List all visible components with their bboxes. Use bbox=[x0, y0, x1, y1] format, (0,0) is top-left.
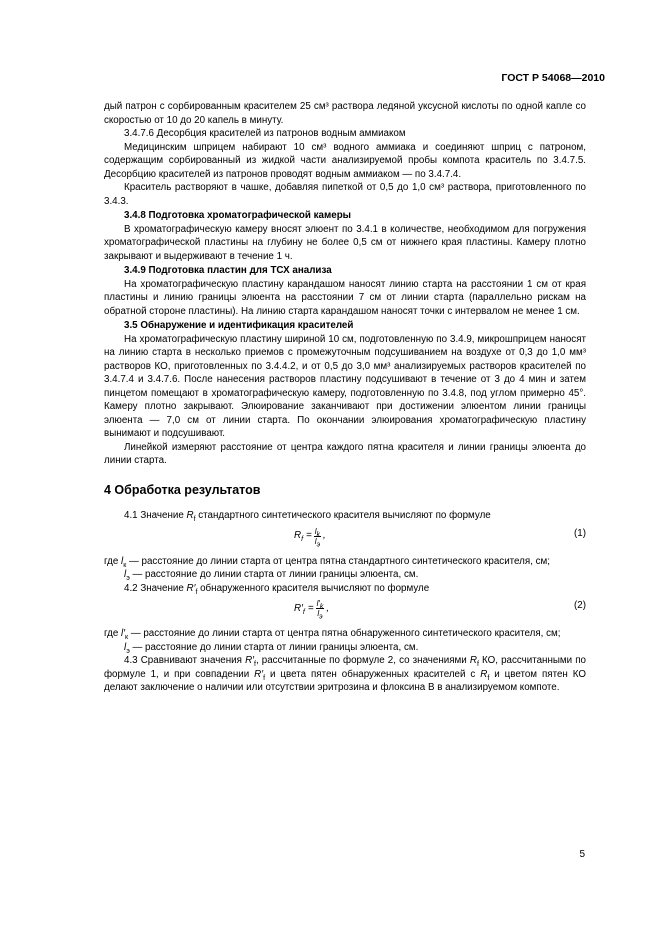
section-heading: 3.4.9 Подготовка пластин для ТСХ анализа bbox=[124, 265, 332, 276]
formula-2: $R'_f$ = $\frac{l'_k}{l_э}$ , (2) bbox=[294, 599, 586, 621]
paragraph: Медицинским шприцем набирают 10 см³ водного аммиака и соединяют шприц с патроном, содержащим сорбированный из жидкой части анализируемой пробы компота краситель по 3.4.7.5. Десорбцию красителей из патронов проводят водным аммиаком — по 3.4.7.4. bbox=[104, 141, 586, 180]
paragraph: На хроматографическую пластину карандашом наносят линию старта на расстоянии 1 см от края пластины и линию границы элюента на расстоянии 7 см от линии старта (параллельно рискам на обратной стороне пластины). На линию старта карандашом наносят точки с интервалом не менее 1 см. bbox=[104, 278, 586, 317]
definition: где $l_к$ — расстояние до линии старта от центра пятна стандартного синтетического красителя, см; bbox=[104, 555, 550, 569]
paragraph: В хроматографическую камеру вносят элюент по 3.4.1 в количестве, необходимом для погружения хроматографической пластины на глубину не более 0,5 см от нижнего края пластины. Камеру плотно закрывают и выдерживают в течение 1 ч. bbox=[104, 223, 586, 262]
page-body bbox=[104, 100, 586, 695]
formula-1: $R_f$ = $\frac{l_k}{l_э}$ , (1) bbox=[294, 526, 586, 549]
section-heading: 3.5 Обнаружение и идентификация красителей bbox=[124, 320, 354, 331]
equation-number: (2) bbox=[574, 600, 586, 611]
definition: $l_э$ — расстояние до линии старта от линии границы элюента, см. bbox=[124, 641, 419, 655]
page-number: 5 bbox=[579, 849, 585, 860]
paragraph: Краситель растворяют в чашке, добавляя пипеткой от 0,5 до 1,0 см³ раствора, приготовленного по 3.4.3. bbox=[104, 182, 586, 207]
paragraph-4-2: 4.2 Значение $R'_f$ обнаруженного красителя вычисляют по формуле bbox=[124, 582, 430, 596]
document-header: ГОСТ Р 54068—2010 bbox=[501, 72, 605, 84]
paragraph: На хроматографическую пластину шириной 10 см, подготовленную по 3.4.9, микрошприцем наносят на линию старта в несколько приемов с промежуточным подсушиванием на воздухе от 0,3 до 1,0 мм³ растворов КО, приготовленных по 3.4.4.2, и от 0,5 до 3,0 мм³ анализируемых растворов красителей по 3.4.7.4 и 3.4.7.6. После нанесения растворов пластину подсушивают в течение от 3 до 4 мин и затем пинцетом помещают в хроматографическую камеру, подготовленную по 3.4.8, под углом примерно 45°. Камеру плотно закрывают. Элюирование заканчивают при достижении элюентом линии границы элюента — 7,0 см от линии старта. По окончании элюирования хроматографическую пластину вынимают и подсушивают. bbox=[104, 333, 586, 439]
equation-number: (1) bbox=[574, 527, 586, 539]
subsection-title: 3.4.7.6 Десорбция красителей из патронов водным аммиаком bbox=[124, 128, 406, 139]
paragraph: Линейкой измеряют расстояние от центра каждого пятна красителя и линии границы элюента до линии старта. bbox=[104, 441, 586, 466]
chapter-title: 4 Обработка результатов bbox=[104, 482, 261, 497]
paragraph: дый патрон с сорбированным красителем 25 см³ раствора ледяной уксусной кислоты по одной капле со скоростью от 10 до 20 капель в минуту. bbox=[104, 101, 586, 126]
paragraph-4-1: 4.1 Значение $R_f$ стандартного синтетического красителя вычисляют по формуле bbox=[124, 510, 491, 523]
definition: где $l'_к$ — расстояние до линии старта от центра пятна обнаруженного синтетического красителя, см; bbox=[104, 628, 561, 641]
section-heading: 3.4.8 Подготовка хроматографической камеры bbox=[124, 210, 352, 221]
definition: $l_э$ — расстояние до линии старта от линии границы элюента, см. bbox=[124, 569, 419, 582]
paragraph-4-3: 4.3 Сравнивают значения $R'_f$, рассчитанные по формуле 2, со значениями $R_f$ КО, рассчитанными по формуле 1, и при совпадении $R'_f$ и цвета пятен обнаруженных красителей с $R_f$ и цветом пятен КО делают заключение о наличии или отсутствии эритрозина и флоксина В в анализируемом компоте. bbox=[104, 655, 586, 693]
